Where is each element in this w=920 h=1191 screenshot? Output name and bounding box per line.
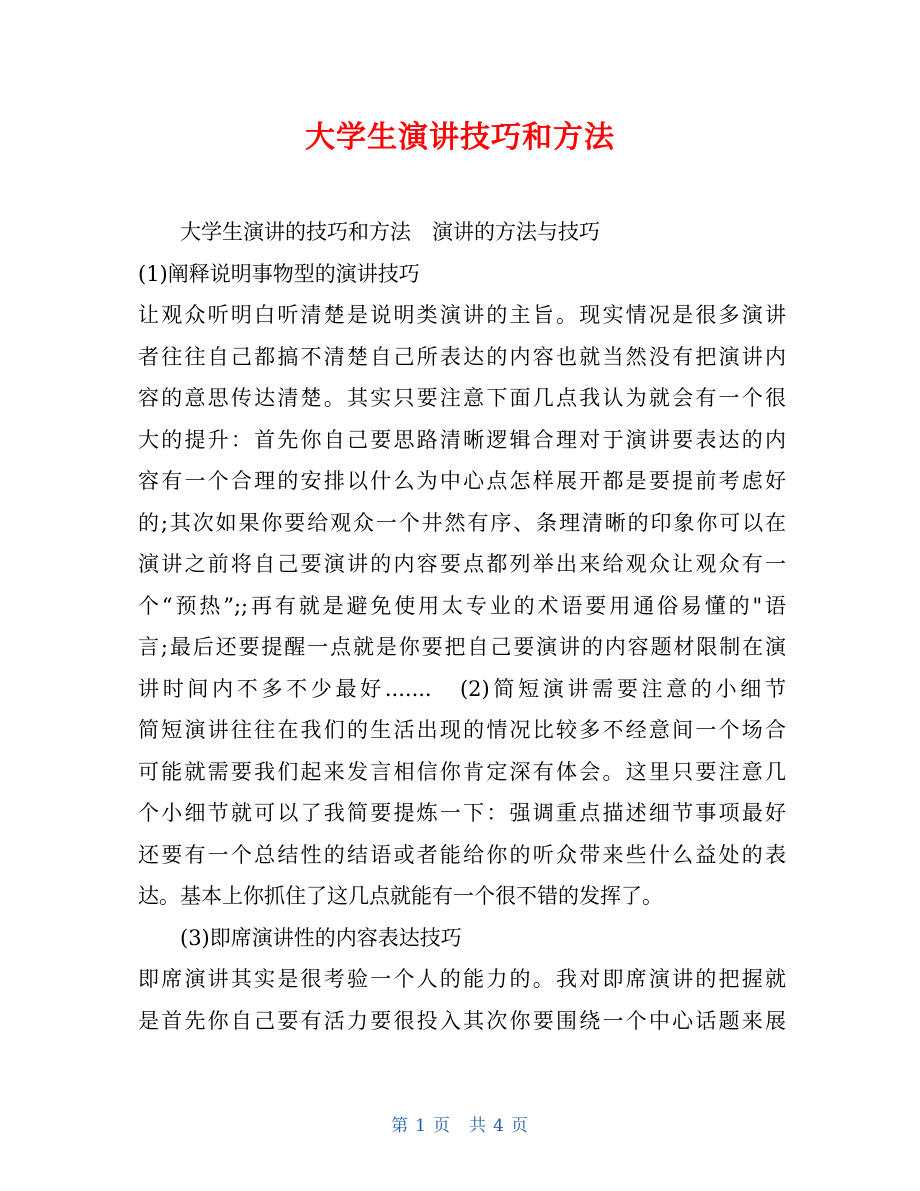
body-line: 大学生演讲的技巧和方法 演讲的方法与技巧 (180, 220, 600, 244)
body-line: 简短演讲往往在我们的生活出现的情况比较多不经意间一个场合 (138, 718, 786, 742)
footer-middle: 页 共 (433, 1116, 487, 1136)
body-line: 演讲之前将自己要演讲的内容要点都列举出来给观众让观众有一 (138, 552, 786, 576)
body-line: 是首先你自己要有活力要很投入其次你要围绕一个中心话题来展 (138, 1008, 786, 1033)
document-body (138, 212, 786, 1042)
body-line: 的;其次如果你要给观众一个井然有序、条理清晰的印象你可以在 (138, 510, 786, 535)
section-heading: (3)即席演讲性的内容表达技巧 (180, 925, 462, 950)
body-line: 大的提升：首先你自己要思路清晰逻辑合理对于演讲要表达的内 (138, 427, 786, 452)
body-line: 达。基本上你抓住了这几点就能有一个很不错的发挥了。 (138, 884, 663, 908)
footer-total-pages: 4 (493, 1116, 505, 1136)
body-line: 者往往自己都搞不清楚自己所表达的内容也就当然没有把演讲内 (138, 344, 786, 369)
section-heading: (1)阐释说明事物型的演讲技巧 (138, 261, 420, 286)
footer-suffix: 页 (510, 1116, 529, 1136)
body-line: 言;最后还要提醒一点就是你要把自己要演讲的内容题材限制在演 (138, 635, 786, 659)
footer-page-number: 1 (415, 1116, 427, 1136)
document-title: 大学生演讲技巧和方法 (305, 120, 615, 155)
footer-prefix: 第 (391, 1116, 410, 1136)
body-line: 可能就需要我们起来发言相信你肯定深有体会。这里只要注意几 (138, 759, 786, 784)
body-line: 让观众听明白听清楚是说明类演讲的主旨。现实情况是很多演讲 (138, 303, 786, 327)
body-line: 个小细节就可以了我简要提炼一下：强调重点描述细节事项最好 (138, 801, 786, 825)
body-line: 容有一个合理的安排以什么为中心点怎样展开都是要提前考虑好 (138, 469, 786, 493)
body-line: 还要有一个总结性的结语或者能给你的听众带来些什么益处的表 (138, 842, 786, 867)
body-line: 讲时间内不多不少最好....... (2)简短演讲需要注意的小细节 (138, 676, 786, 701)
body-line: 容的意思传达清楚。其实只要注意下面几点我认为就会有一个很 (138, 386, 786, 410)
body-line: 即席演讲其实是很考验一个人的能力的。我对即席演讲的把握就 (138, 967, 786, 991)
body-line: 个“预热”;;再有就是避免使用太专业的术语要用通俗易懂的"语 (138, 593, 786, 618)
page-footer (0, 1112, 920, 1140)
